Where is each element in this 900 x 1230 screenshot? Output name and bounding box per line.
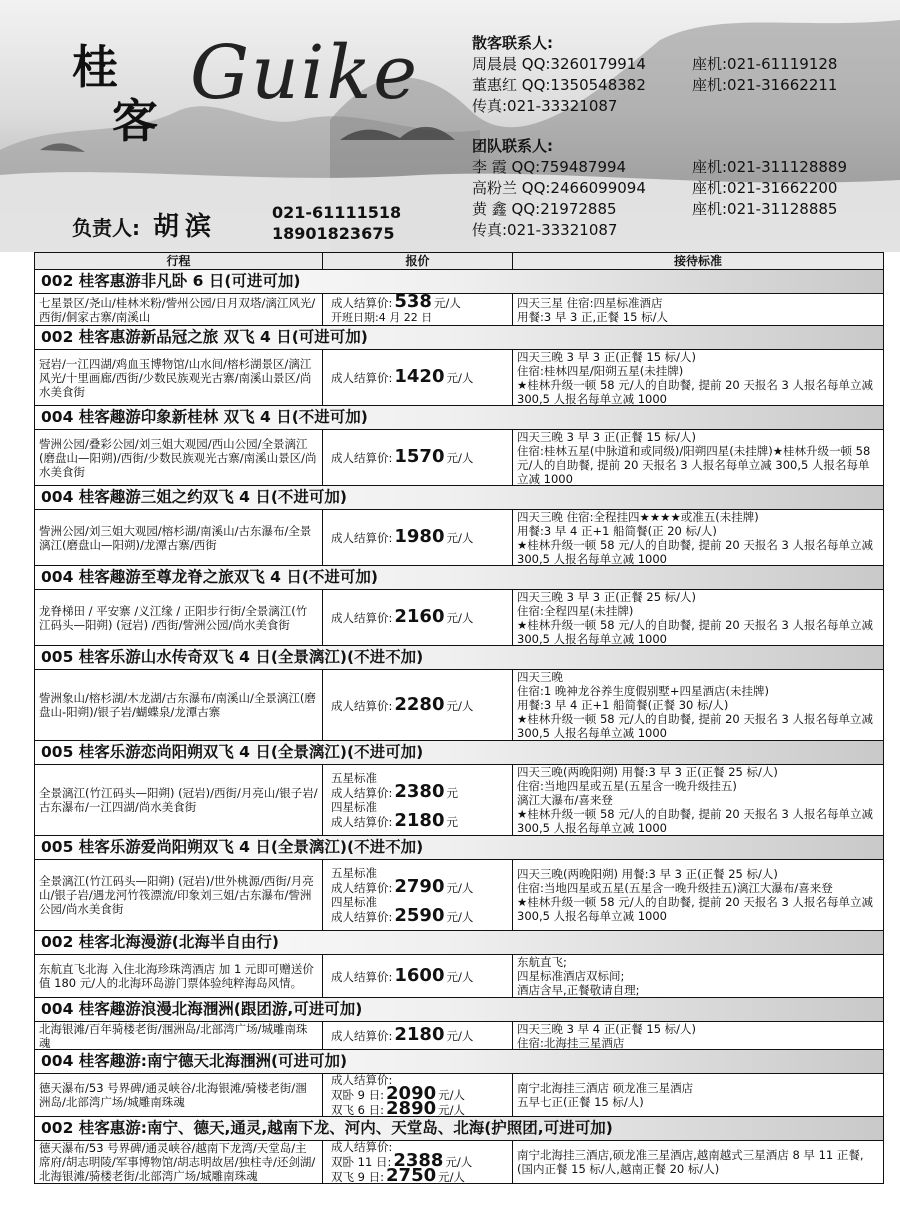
manager [72,206,217,243]
standard-cell [513,670,883,740]
price-label: 开班日期:4 月 22 日 [331,310,433,324]
table-row [35,670,883,741]
route-cell [35,765,323,835]
price-value: 2750 [386,1165,437,1183]
standard-line: 东航直飞; [517,955,567,969]
price-label: 成人结算价: [331,881,393,895]
group-contacts [472,136,847,241]
route-text: 訾洲公园/刘三姐大观园/榕杉湖/南溪山/古东瀑布/全景漓江(磨盘山—阳朔)/龙潭古寨/西街 [39,523,312,552]
group-contacts-title: 团队联系人: [472,137,553,155]
route-cell [35,1141,323,1183]
logo-english: Guike [190,30,420,116]
price-unit: 元/人 [446,611,474,625]
route-text: 全景漓江(竹江码头—阳朔) (冠岩)/世外桃源/西街/月亮山/银子岩/遇龙河竹筏漂流/印象刘三姐/古东瀑布/訾洲公园/尚水美食街 [39,874,314,916]
standard-cell [513,955,883,997]
price-value: 1600 [394,964,445,986]
price-unit: 元/人 [446,881,474,895]
price-unit: 元 [446,815,458,829]
price-line [331,905,508,926]
price-cell [323,590,513,645]
price-cell [323,294,513,325]
standard-line: 住宿:北海挂三星酒店 [517,1035,625,1049]
price-line [331,310,508,325]
manager-phone: 021-61111518 [272,203,402,222]
standard-line: 住宿:桂林五星(中脉道和或同级)/阳朔四星(未挂牌)★桂林升级一顿 58 元/人的自助餐, 提前 20 天报名 3 人报名每单立减 300,5 人报名每单立减 1000 [517,443,871,485]
price-label: 五星标准 [331,771,377,785]
price-line [331,606,508,627]
route-cell [35,1074,323,1116]
price-line [331,1165,508,1183]
standard-line: 四天三晚 住宿:全程挂四★★★★或准五(未挂牌) [517,510,759,524]
contact-row: 周晨晨 QQ:3260179914 座机:021-61119128 [472,55,838,73]
price-unit: 元/人 [446,531,474,545]
price-label: 成人结算价: [331,786,393,800]
contact-row: 传真:021-33321087 [472,221,618,239]
route-text: 冠岩/一江四湖/鸡血玉博物馆/山水间/榕杉湖景区/漓江风光/十里画廊/西街/少数民族观光古寨/南溪山景区/尚水美食街 [39,356,312,399]
price-unit: 元/人 [438,1170,465,1183]
price-cell [323,765,513,835]
standard-line: ★桂林升级一顿 58 元/人的自助餐, 提前 20 天报名 3 人报名每单立减 300,5 人报名每单立减 1000 [517,537,874,565]
section-title: 004 桂客趣游:南宁德天北海涠洲(可进可加) [35,1050,883,1074]
price-value: 1420 [394,366,445,387]
section-title: 004 桂客趣游印象新桂林 双飞 4 日(不进可加) [35,406,883,430]
logo-chinese: 桂 客 [72,40,158,148]
tour-sections [35,270,883,1183]
price-label: 成人结算价: [331,531,393,545]
table-row [35,510,883,566]
route-text: 德天瀑布/53 号界碑/通灵峡谷/越南下龙湾/天堂岛/主席府/胡志明陵/军事博物馆/胡志明故居/独柱寺/还剑湖/北海银滩/骑楼老街/北部湾广场/城雕南珠魂 [39,1141,316,1183]
standard-line: 漓江大瀑布/喜来登 [517,793,613,807]
price-unit: 元/人 [446,451,474,465]
standard-cell [513,294,883,325]
price-label: 成人结算价: [331,295,393,310]
standard-line: 四天三晚 3 早 3 正(正餐 25 标/人) [517,590,697,604]
standard-cell [513,590,883,645]
standard-line: ★桂林升级一顿 58 元/人的自助餐, 提前 20 天报名 3 人报名每单立减 300,5 人报名每单立减 1000 [517,377,874,405]
standard-cell [513,1022,883,1049]
standard-line: ★桂林升级一顿 58 元/人的自助餐, 提前 20 天报名 3 人报名每单立减 300,5 人报名每单立减 1000 [517,712,874,740]
route-text: 訾洲公园/叠彩公园/刘三姐大观园/西山公园/全景漓江(磨盘山—阳朔)/西街/少数民族观光古寨/南溪山景区/尚水美食街 [39,436,317,479]
standard-line: 用餐:3 早 4 正+1 船简餐(正 20 标/人) [517,523,717,538]
standard-cell [513,860,883,930]
price-value: 2790 [394,876,445,897]
table-row [35,430,883,486]
price-label: 成人结算价: [331,969,393,984]
section-title: 002 桂客惠游非凡卧 6 日(可进可加) [35,270,883,294]
table-row [35,1022,883,1050]
price-label: 成人结算价: [331,910,393,924]
standard-line: 四天三晚 [517,670,563,684]
standard-line: ★桂林升级一顿 58 元/人的自助餐, 提前 20 天报名 3 人报名每单立减 300,5 人报名每单立减 1000 [517,617,874,645]
price-unit: 元/人 [433,295,461,310]
price-value: 2180 [394,810,445,831]
price-value: 2380 [394,781,445,802]
route-cell [35,590,323,645]
section-title: 004 桂客趣游至尊龙脊之旅双飞 4 日(不进可加) [35,566,883,590]
route-text: 德天瀑布/53 号界碑/通灵峡谷/北海银滩/骑楼老街/涠洲岛/北部湾广场/城雕南珠魂 [39,1081,307,1109]
route-cell [35,670,323,740]
price-line [331,810,508,831]
standard-line: 南宁北海挂三酒店,硕龙准三星酒店,越南越式三星酒店 8 早 11 正餐,(国内正餐 15 标/人,越南正餐 20 标/人) [517,1148,864,1176]
price-unit: 元/人 [446,371,474,385]
price-value: 1980 [394,526,445,547]
price-label: 四星标准 [331,800,377,814]
price-cell [323,350,513,405]
price-value: 2160 [394,606,445,627]
standard-cell [513,1074,883,1116]
manager-phones [272,202,401,244]
tour-table [34,252,884,1184]
route-cell [35,1022,323,1049]
table-row [35,590,883,646]
retail-contacts [472,33,837,117]
table-row [35,294,883,326]
standard-line: 住宿:当地四星或五星(五星含一晚升级挂五) [517,779,737,793]
header-price: 报价 [323,253,513,269]
price-line [331,446,508,467]
retail-contacts-title: 散客联系人: [472,34,553,52]
price-line [331,876,508,897]
price-line [331,693,508,715]
price-unit: 元/人 [446,698,474,713]
price-value: 2890 [386,1098,437,1116]
header-route: 行程 [35,253,323,269]
standard-line: 四星标准酒店双标间; [517,969,625,983]
standard-cell [513,765,883,835]
price-line [331,1098,508,1116]
route-cell [35,955,323,997]
section-title: 002 桂客惠游:南宁、德天,通灵,越南下龙、河内、天堂岛、北海(护照团,可进可加) [35,1117,883,1141]
price-label: 成人结算价: [331,1141,393,1154]
price-label: 成人结算价: [331,815,393,829]
table-row [35,1074,883,1117]
contact-row: 李 霞 QQ:759487994 座机:021-311128889 [472,158,847,176]
price-unit: 元/人 [446,969,474,984]
price-unit: 元/人 [438,1088,465,1102]
price-line [331,366,508,387]
route-cell [35,294,323,325]
price-label: 双卧 11 日: [331,1155,392,1169]
contact-row: 高粉兰 QQ:2466099094 座机:021-31662200 [472,179,838,197]
price-cell [323,1141,513,1183]
price-unit: 元/人 [445,1155,473,1169]
route-cell [35,860,323,930]
price-label: 双飞 6 日: [331,1103,385,1116]
price-line [331,1024,508,1045]
manager-label: 负责人: [72,216,140,240]
price-label: 双飞 9 日: [331,1170,385,1183]
table-row [35,765,883,836]
price-label: 双卧 9 日: [331,1088,385,1102]
standard-line: 住宿:当地四星或五星(五星含一晚升级挂五)漓江大瀑布/喜来登 [517,881,833,895]
price-unit: 元/人 [438,1103,465,1116]
section-title: 005 桂客乐游恋尚阳朔双飞 4 日(全景漓江)(不进可加) [35,741,883,765]
price-label: 成人结算价: [331,371,393,385]
price-cell [323,1074,513,1116]
standard-line: 四天三星 住宿:四星标准酒店 [517,295,663,310]
table-row [35,1141,883,1183]
route-text: 北海银滩/百年骑楼老街/涠洲岛/北部湾广场/城雕南珠魂 [39,1022,308,1049]
route-cell [35,430,323,485]
standard-cell [513,1141,883,1183]
standard-cell [513,430,883,485]
contact-row: 董惠红 QQ:1350548382 座机:021-31662211 [472,76,838,94]
manager-name: 胡滨 [152,212,217,242]
price-cell [323,510,513,565]
price-cell [323,860,513,930]
price-line [331,964,508,986]
route-cell [35,510,323,565]
standard-line: 南宁北海挂三酒店 硕龙准三星酒店 [517,1081,694,1095]
price-label: 成人结算价: [331,698,393,713]
route-text: 訾洲象山/榕杉湖/木龙湖/古东瀑布/南溪山/全景漓江(磨盘山-阳朔)/银子岩/蝴蝶泉/龙潭古寨 [39,691,316,719]
price-value: 1570 [394,446,445,467]
route-text: 东航直飞北海 入住北海珍珠湾酒店 加 1 元即可赠送价值 180 元/人的北海环岛游门票体验纯粹海岛风情。 [39,962,314,990]
price-label: 成人结算价: [331,1074,393,1087]
route-text: 七星景区/尧山/桂林米粉/訾州公园/日月双塔/漓江风光/西街/侗家古寨/南溪山 [39,295,316,324]
price-cell [323,670,513,740]
table-row [35,860,883,931]
section-title: 002 桂客惠游新品冠之旅 双飞 4 日(可进可加) [35,326,883,350]
table-row [35,350,883,406]
standard-cell [513,350,883,405]
price-cell [323,1022,513,1049]
price-label: 成人结算价: [331,611,393,625]
route-text: 全景漓江(竹江码头—阳朔) (冠岩)/西街/月亮山/银子岩/古东瀑布/一江四湖/尚水美食街 [39,786,318,814]
standard-line: 用餐:3 早 3 正,正餐 15 标/人 [517,309,668,324]
price-line [331,295,508,310]
price-line [331,781,508,802]
section-title: 005 桂客乐游爱尚阳朔双飞 4 日(全景漓江)(不进不加) [35,836,883,860]
price-label: 成人结算价: [331,451,393,465]
table-header [35,253,883,270]
section-title: 002 桂客北海漫游(北海半自由行) [35,931,883,955]
standard-line: 四天三晚(两晚阳朔) 用餐:3 早 3 正(正餐 25 标/人) [517,765,778,779]
header-banner [0,0,900,252]
price-value: 538 [394,294,432,312]
standard-line: 住宿:1 晚神龙谷养生度假别墅+四星酒店(未挂牌) [517,684,769,698]
standard-line: 四天三晚(两晚阳朔) 用餐:3 早 3 正(正餐 25 标/人) [517,867,778,881]
price-cell [323,955,513,997]
price-line [331,526,508,547]
section-title: 005 桂客乐游山水传奇双飞 4 日(全景漓江)(不进不加) [35,646,883,670]
price-unit: 元 [446,786,458,800]
price-value: 2180 [394,1024,445,1045]
standard-line: 四天三晚 3 早 3 正(正餐 15 标/人) [517,350,697,364]
route-text: 龙脊梯田 / 平安寨 /义江缘 / 正阳步行街/全景漓江(竹江码头—阳朔) (冠岩) /西街/訾洲公园/尚水美食街 [39,603,308,632]
header-standard: 接待标准 [673,254,722,268]
price-cell [323,430,513,485]
standard-cell [513,510,883,565]
standard-line: 四天三晚 3 早 3 正(正餐 15 标/人) [517,430,697,444]
standard-line: 酒店含早,正餐敬请自理; [517,983,640,997]
route-cell [35,350,323,405]
price-value: 2280 [394,693,445,715]
price-unit: 元/人 [446,1029,474,1043]
price-label: 五星标准 [331,866,377,880]
contact-row: 传真:021-33321087 [472,97,618,115]
standard-line: ★桂林升级一顿 58 元/人的自助餐, 提前 20 天报名 3 人报名每单立减 300,5 人报名每单立减 1000 [517,895,874,923]
price-unit: 元/人 [446,910,474,924]
standard-line: 五早七正(正餐 15 标/人) [517,1095,644,1109]
section-title: 004 桂客趣游浪漫北海涠洲(跟团游,可进可加) [35,998,883,1022]
price-value: 2090 [386,1083,437,1104]
section-title: 004 桂客趣游三姐之约双飞 4 日(不进可加) [35,486,883,510]
standard-line: 用餐:3 早 4 正+1 船简餐(正餐 30 标/人) [517,698,729,712]
price-label: 四星标准 [331,895,377,909]
table-row [35,955,883,998]
contact-row: 黄 鑫 QQ:21972885 座机:021-31128885 [472,200,838,218]
manager-mobile: 18901823675 [272,224,395,243]
standard-line: ★桂林升级一顿 58 元/人的自助餐, 提前 20 天报名 3 人报名每单立减 300,5 人报名每单立减 1000 [517,807,874,835]
price-value: 2388 [393,1150,444,1171]
standard-line: 住宿:桂林四星/阳朔五星(未挂牌) [517,363,684,378]
price-label: 成人结算价: [331,1029,393,1043]
standard-line: 四天三晚 3 早 4 正(正餐 15 标/人) [517,1022,697,1036]
price-value: 2590 [394,905,445,926]
standard-line: 住宿:全程四星(未挂牌) [517,603,634,618]
